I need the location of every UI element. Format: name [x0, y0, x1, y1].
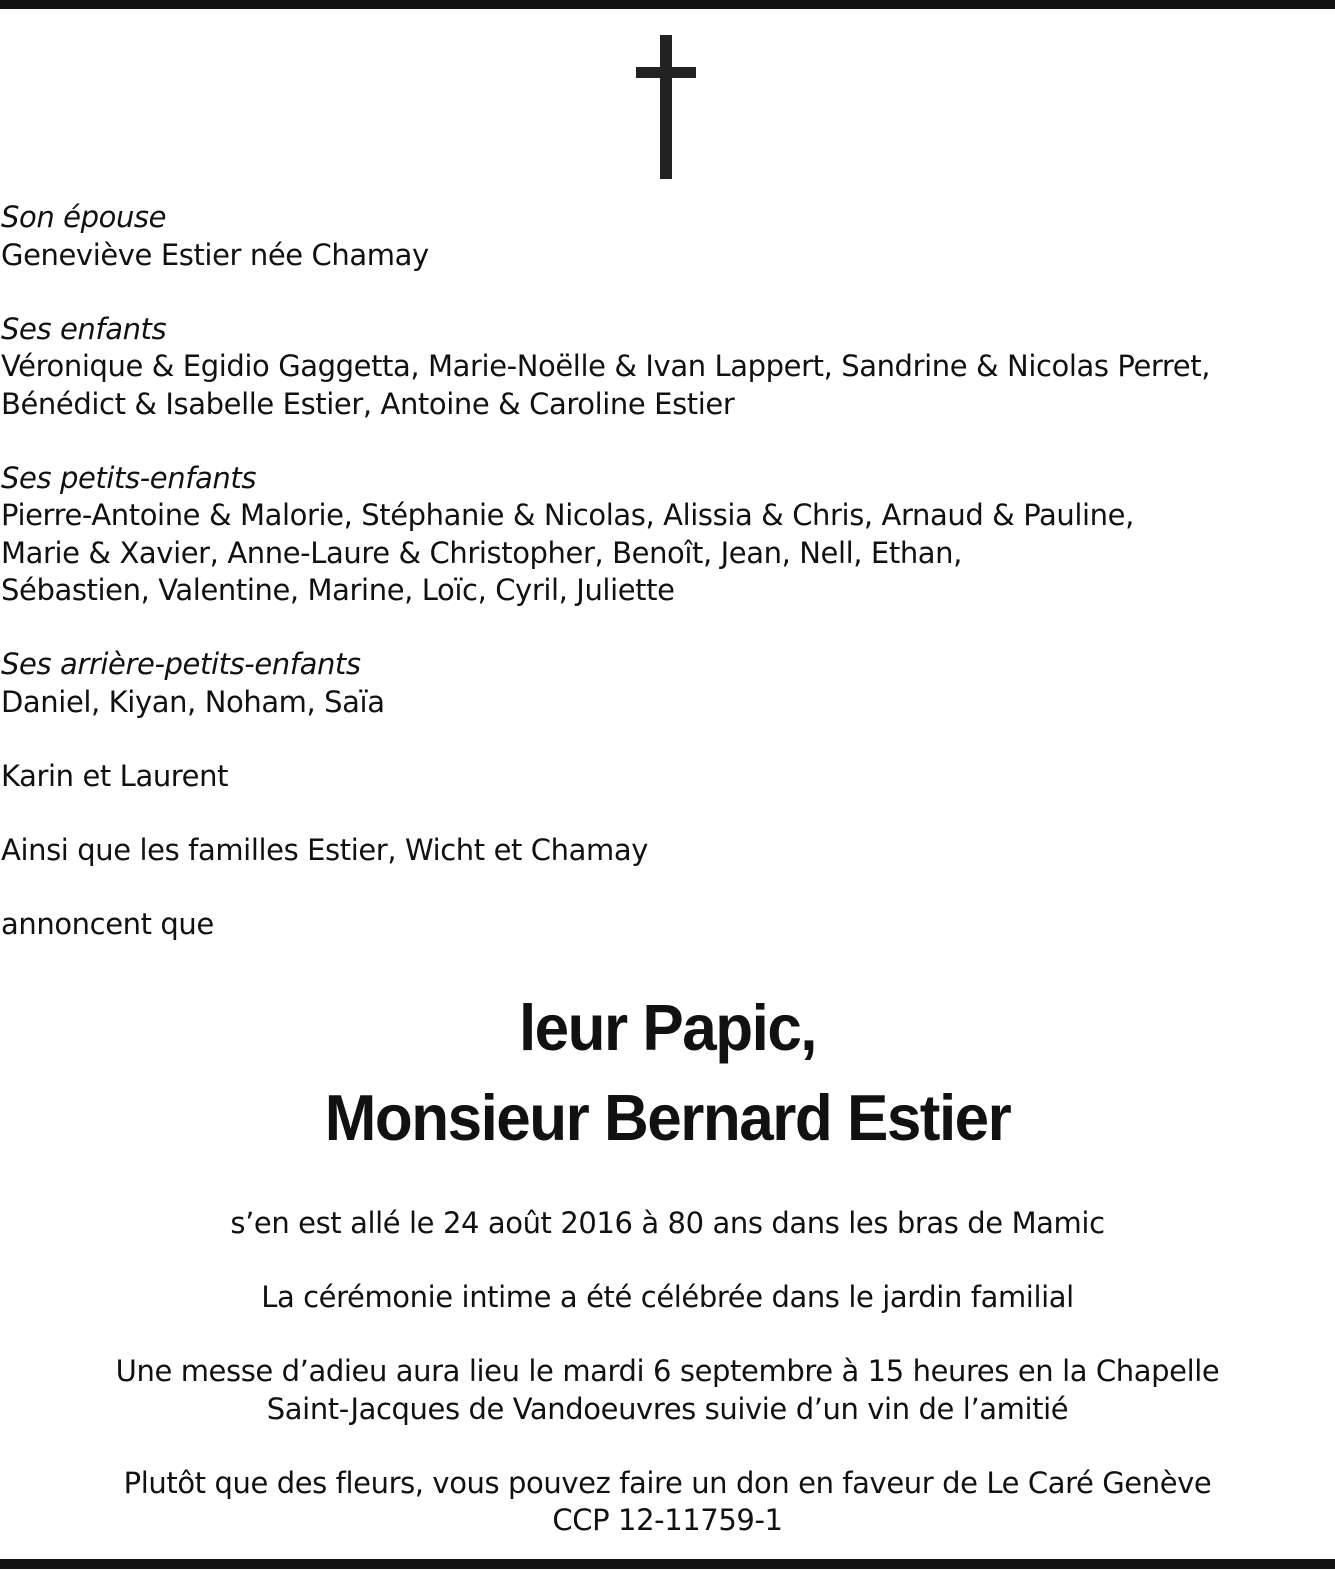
mass-line: Saint-Jacques de Vandoeuvres suivie d’un vin de l’amitié	[266, 1391, 1069, 1426]
mass-line: Une messe d’adieu aura lieu le mardi 6 septembre à 15 heures en la Chapelle	[115, 1354, 1220, 1388]
others-line: Karin et Laurent	[1, 758, 229, 793]
section-heading-spouse: Son épouse	[1, 200, 167, 234]
name-line-papic: leur Papic,	[518, 992, 817, 1065]
section-heading-children: Ses enfants	[1, 311, 167, 346]
name-line-full-name: Monsieur Bernard Estier	[324, 1082, 1011, 1155]
section-heading-grandchildren: Ses petits-enfants	[1, 460, 257, 495]
latin-cross-icon	[636, 35, 696, 179]
donation-account: CCP 12-11759-1	[552, 1503, 783, 1537]
donation-line: Plutôt que des fleurs, vous pouvez faire un don en faveur de Le Caré Genève	[123, 1465, 1212, 1500]
announce-line: annoncent que	[1, 906, 214, 941]
section-heading-great-grandchildren: Ses arrière-petits-enfants	[1, 647, 361, 681]
great-grandchildren-line: Daniel, Kiyan, Noham, Saïa	[1, 684, 385, 719]
children-line: Bénédict & Isabelle Estier, Antoine & Caroline Estier	[1, 386, 735, 421]
deceased-name-block	[0, 984, 1335, 1165]
families-line: Ainsi que les familles Estier, Wicht et Chamay	[1, 832, 648, 867]
passing-line: s’en est allé le 24 août 2016 à 80 ans dans les bras de Mamic	[230, 1206, 1105, 1240]
family-list	[1, 199, 1321, 943]
ceremony-line: La cérémonie intime a été célébrée dans le jardin familial	[261, 1280, 1074, 1314]
spouse-name: Geneviève Estier née Chamay	[1, 237, 429, 272]
grandchildren-line: Sébastien, Valentine, Marine, Loïc, Cyril, Juliette	[1, 573, 675, 607]
bottom-border-rule	[0, 1559, 1335, 1569]
children-line: Véronique & Egidio Gaggetta, Marie-Noëlle & Ivan Lappert, Sandrine & Nicolas Perret,	[1, 349, 1211, 383]
grandchildren-line: Pierre-Antoine & Malorie, Stéphanie & Nicolas, Alissia & Chris, Arnaud & Pauline,	[1, 498, 1134, 532]
grandchildren-line: Marie & Xavier, Anne-Laure & Christopher, Benoît, Jean, Nell, Ethan,	[1, 535, 962, 570]
ceremony-details	[0, 1205, 1335, 1540]
top-border-rule	[0, 0, 1335, 9]
